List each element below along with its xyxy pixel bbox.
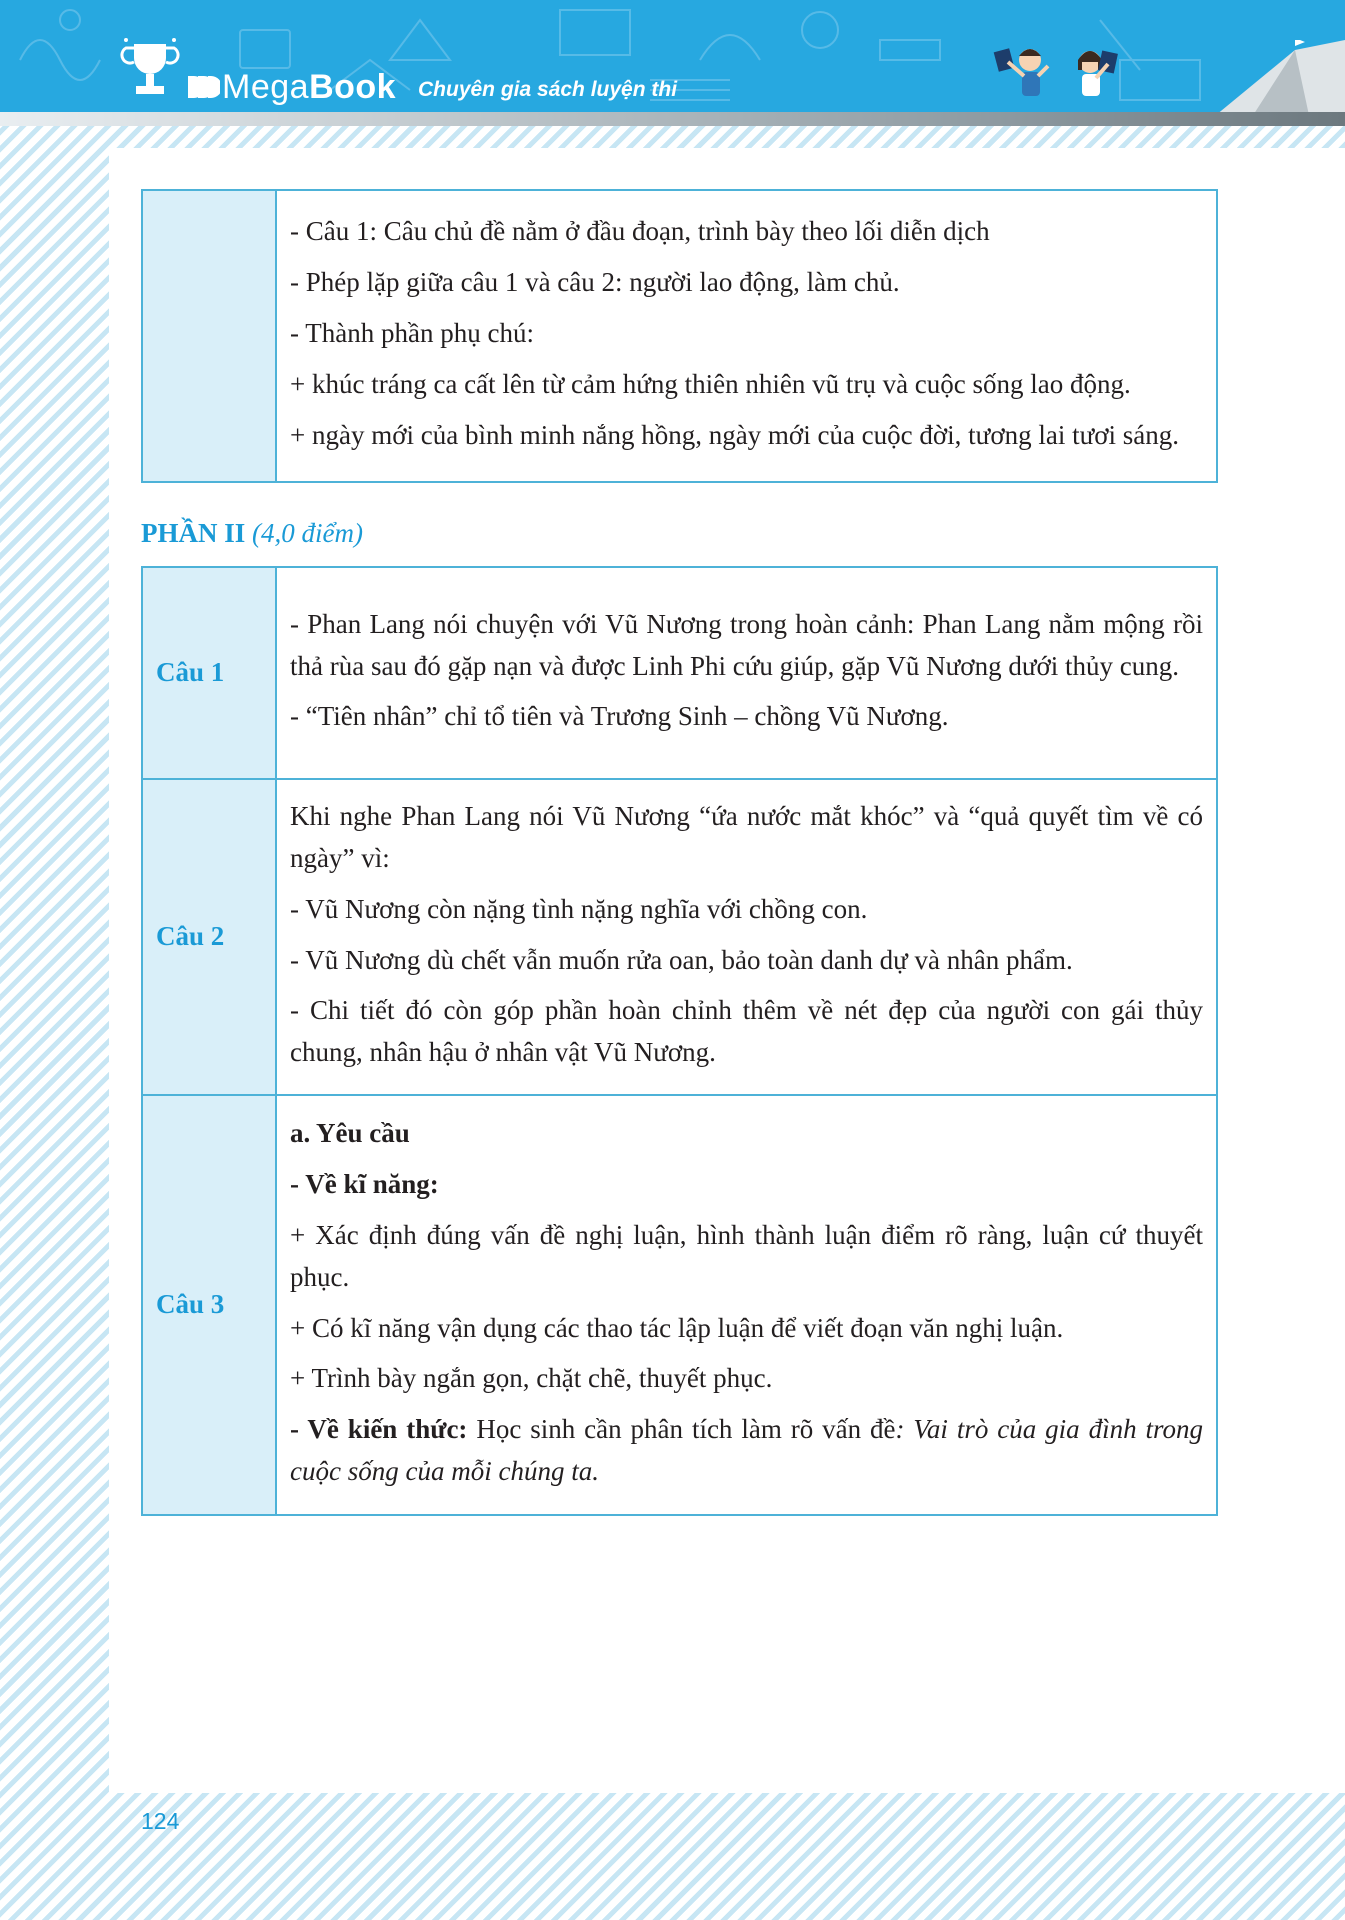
trophy-icon (120, 38, 180, 108)
answer-line: + ngày mới của bình minh nắng hồng, ngày mới của cuộc đời, tương lai tươi sáng. (290, 419, 1179, 450)
answer-cell (276, 1095, 1217, 1515)
question-label: Câu 3 (142, 1095, 276, 1515)
empty-label-cell (142, 190, 276, 482)
brand-slogan: Chuyên gia sách luyện thi (418, 78, 678, 101)
mountain-flag-decoration (1210, 40, 1345, 118)
page-header (0, 0, 1345, 118)
answer-line: + khúc tráng ca cất lên từ cảm hứng thiên nhiên vũ trụ và cuộc sống lao động. (290, 368, 1131, 399)
students-illustration (982, 46, 1142, 118)
answer-line: - Vũ Nương dù chết vẫn muốn rửa oan, bảo toàn danh dự và nhân phẩm. (290, 944, 1073, 975)
knowledge-text: Học sinh cần phân tích làm rõ vấn đề (467, 1414, 896, 1445)
answer-line: - Chi tiết đó còn góp phần hoàn chỉnh thêm về nét đẹp của người con gái thủy chung, nhân hậu ở nhân vật Vũ Nương. (290, 995, 1203, 1068)
answer-line: - Phép lặp giữa câu 1 và câu 2: người lao động, làm chủ. (290, 267, 900, 298)
answer-line: + Có kĩ năng vận dụng các thao tác lập luận để viết đoạn văn nghị luận. (290, 1312, 1064, 1343)
answer-line: - Thành phần phụ chú: (290, 318, 534, 349)
answer-line: + Xác định đúng vấn đề nghị luận, hình thành luận điểm rõ ràng, luận cứ thuyết phục. (290, 1219, 1203, 1292)
skills-heading (290, 1164, 1203, 1206)
megabook-logo-icon (186, 74, 220, 100)
knowledge-topic: : Vai trò của gia đình trong cuộc sống của mỗi chúng ta. (290, 1414, 1203, 1487)
requirement-heading (290, 1113, 1203, 1155)
skills-heading-text: - Về kĩ năng: (290, 1168, 439, 1199)
page-number: 124 (141, 1808, 180, 1834)
answer-line: - Câu 1: Câu chủ đề nằm ở đầu đoạn, trình bày theo lối diễn dịch (290, 216, 990, 247)
brand-prefix: Mega (222, 68, 310, 106)
part1-continued-table (141, 189, 1218, 483)
answer-line: Khi nghe Phan Lang nói Vũ Nương “ứa nước mắt khóc” và “quả quyết tìm về có ngày” vì: (290, 800, 1203, 873)
section-points: (4,0 điểm) (252, 518, 363, 548)
table-row (142, 779, 1217, 1095)
knowledge-heading: - Về kiến thức: (290, 1414, 468, 1445)
part2-answer-table (141, 566, 1218, 1516)
answer-line: - Phan Lang nói chuyện với Vũ Nương trong hoàn cảnh: Phan Lang nằm mộng rồi thả rùa sau đó gặp nạn và được Linh Phi cứu giúp, gặp Vũ Nương dưới thủy cung. (290, 608, 1203, 681)
section-title: PHẦN II (141, 518, 246, 548)
table-row (142, 567, 1217, 779)
requirement-heading-text: a. Yêu cầu (290, 1118, 410, 1149)
brand-suffix: Book (309, 68, 397, 106)
answer-line: - “Tiên nhân” chỉ tổ tiên và Trương Sinh – chồng Vũ Nương. (290, 701, 949, 732)
table-row (142, 1095, 1217, 1515)
knowledge-line (290, 1409, 1203, 1493)
answer-cell (276, 779, 1217, 1095)
question-label: Câu 1 (142, 567, 276, 779)
header-strip (0, 112, 1345, 126)
answer-cell (276, 567, 1217, 779)
question-label: Câu 2 (142, 779, 276, 1095)
answer-line: - Vũ Nương còn nặng tình nặng nghĩa với chồng con. (290, 893, 868, 924)
section-heading (141, 518, 363, 549)
brand-name (222, 68, 396, 107)
table-row (142, 190, 1217, 482)
answer-cell (276, 190, 1217, 482)
answer-line: + Trình bày ngắn gọn, chặt chẽ, thuyết phục. (290, 1363, 773, 1394)
